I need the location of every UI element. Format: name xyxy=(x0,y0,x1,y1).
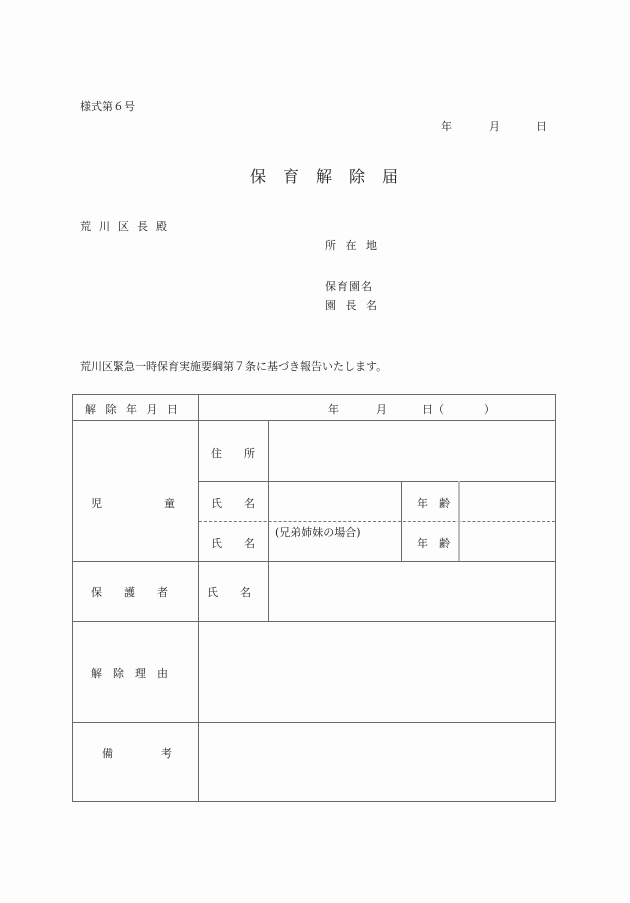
sibling-age-label: 年 齢 xyxy=(417,537,450,550)
release-date-year[interactable]: 年 xyxy=(328,403,339,416)
guardian-name-label: 氏 名 xyxy=(207,586,251,599)
guardian-name-field[interactable] xyxy=(270,562,554,621)
child-name-field[interactable] xyxy=(270,482,400,521)
document-title: 保育解除届 xyxy=(250,167,416,186)
release-date-weekday-close: ） xyxy=(484,403,495,416)
date-year-label: 年 xyxy=(441,120,452,133)
addressee: 荒川区長殿 xyxy=(80,220,175,233)
child-age-field[interactable] xyxy=(461,482,554,521)
sibling-age-field[interactable] xyxy=(461,522,554,561)
column-divider xyxy=(198,395,199,801)
child-label-1: 児 xyxy=(91,497,102,510)
column-divider xyxy=(458,481,460,561)
release-form-table xyxy=(72,394,556,802)
child-address-label: 住 所 xyxy=(211,447,255,460)
nursery-name-field-label: 保育園名 xyxy=(325,280,373,293)
statement-text: 荒川区緊急一時保育実施要綱第７条に基づき報告いたします。 xyxy=(80,360,388,373)
child-label-2: 童 xyxy=(164,497,175,510)
sibling-name-label: 氏 名 xyxy=(211,537,255,550)
column-divider xyxy=(268,420,269,621)
child-name-label: 氏 名 xyxy=(211,497,255,510)
address-field-label: 所 在 地 xyxy=(325,239,380,252)
release-date-day[interactable]: 日（ xyxy=(422,403,444,416)
guardian-label: 保 護 者 xyxy=(91,586,168,599)
child-age-label: 年 齢 xyxy=(417,497,450,510)
child-address-field[interactable] xyxy=(270,421,554,481)
remarks-label-2: 考 xyxy=(161,747,172,760)
remarks-field[interactable] xyxy=(200,723,554,801)
director-name-field-label: 園 長 名 xyxy=(325,299,380,312)
sibling-note: (兄弟姉妹の場合) xyxy=(275,526,361,539)
column-divider xyxy=(401,481,402,561)
release-date-label: 解 除 年 月 日 xyxy=(85,403,181,416)
date-day-label: 日 xyxy=(536,120,547,133)
release-reason-field[interactable] xyxy=(200,622,554,722)
form-number: 様式第６号 xyxy=(80,100,135,113)
remarks-label-1: 備 xyxy=(102,747,113,760)
release-reason-label: 解 除 理 由 xyxy=(91,667,168,680)
date-month-label: 月 xyxy=(489,120,500,133)
release-date-month[interactable]: 月 xyxy=(376,403,387,416)
